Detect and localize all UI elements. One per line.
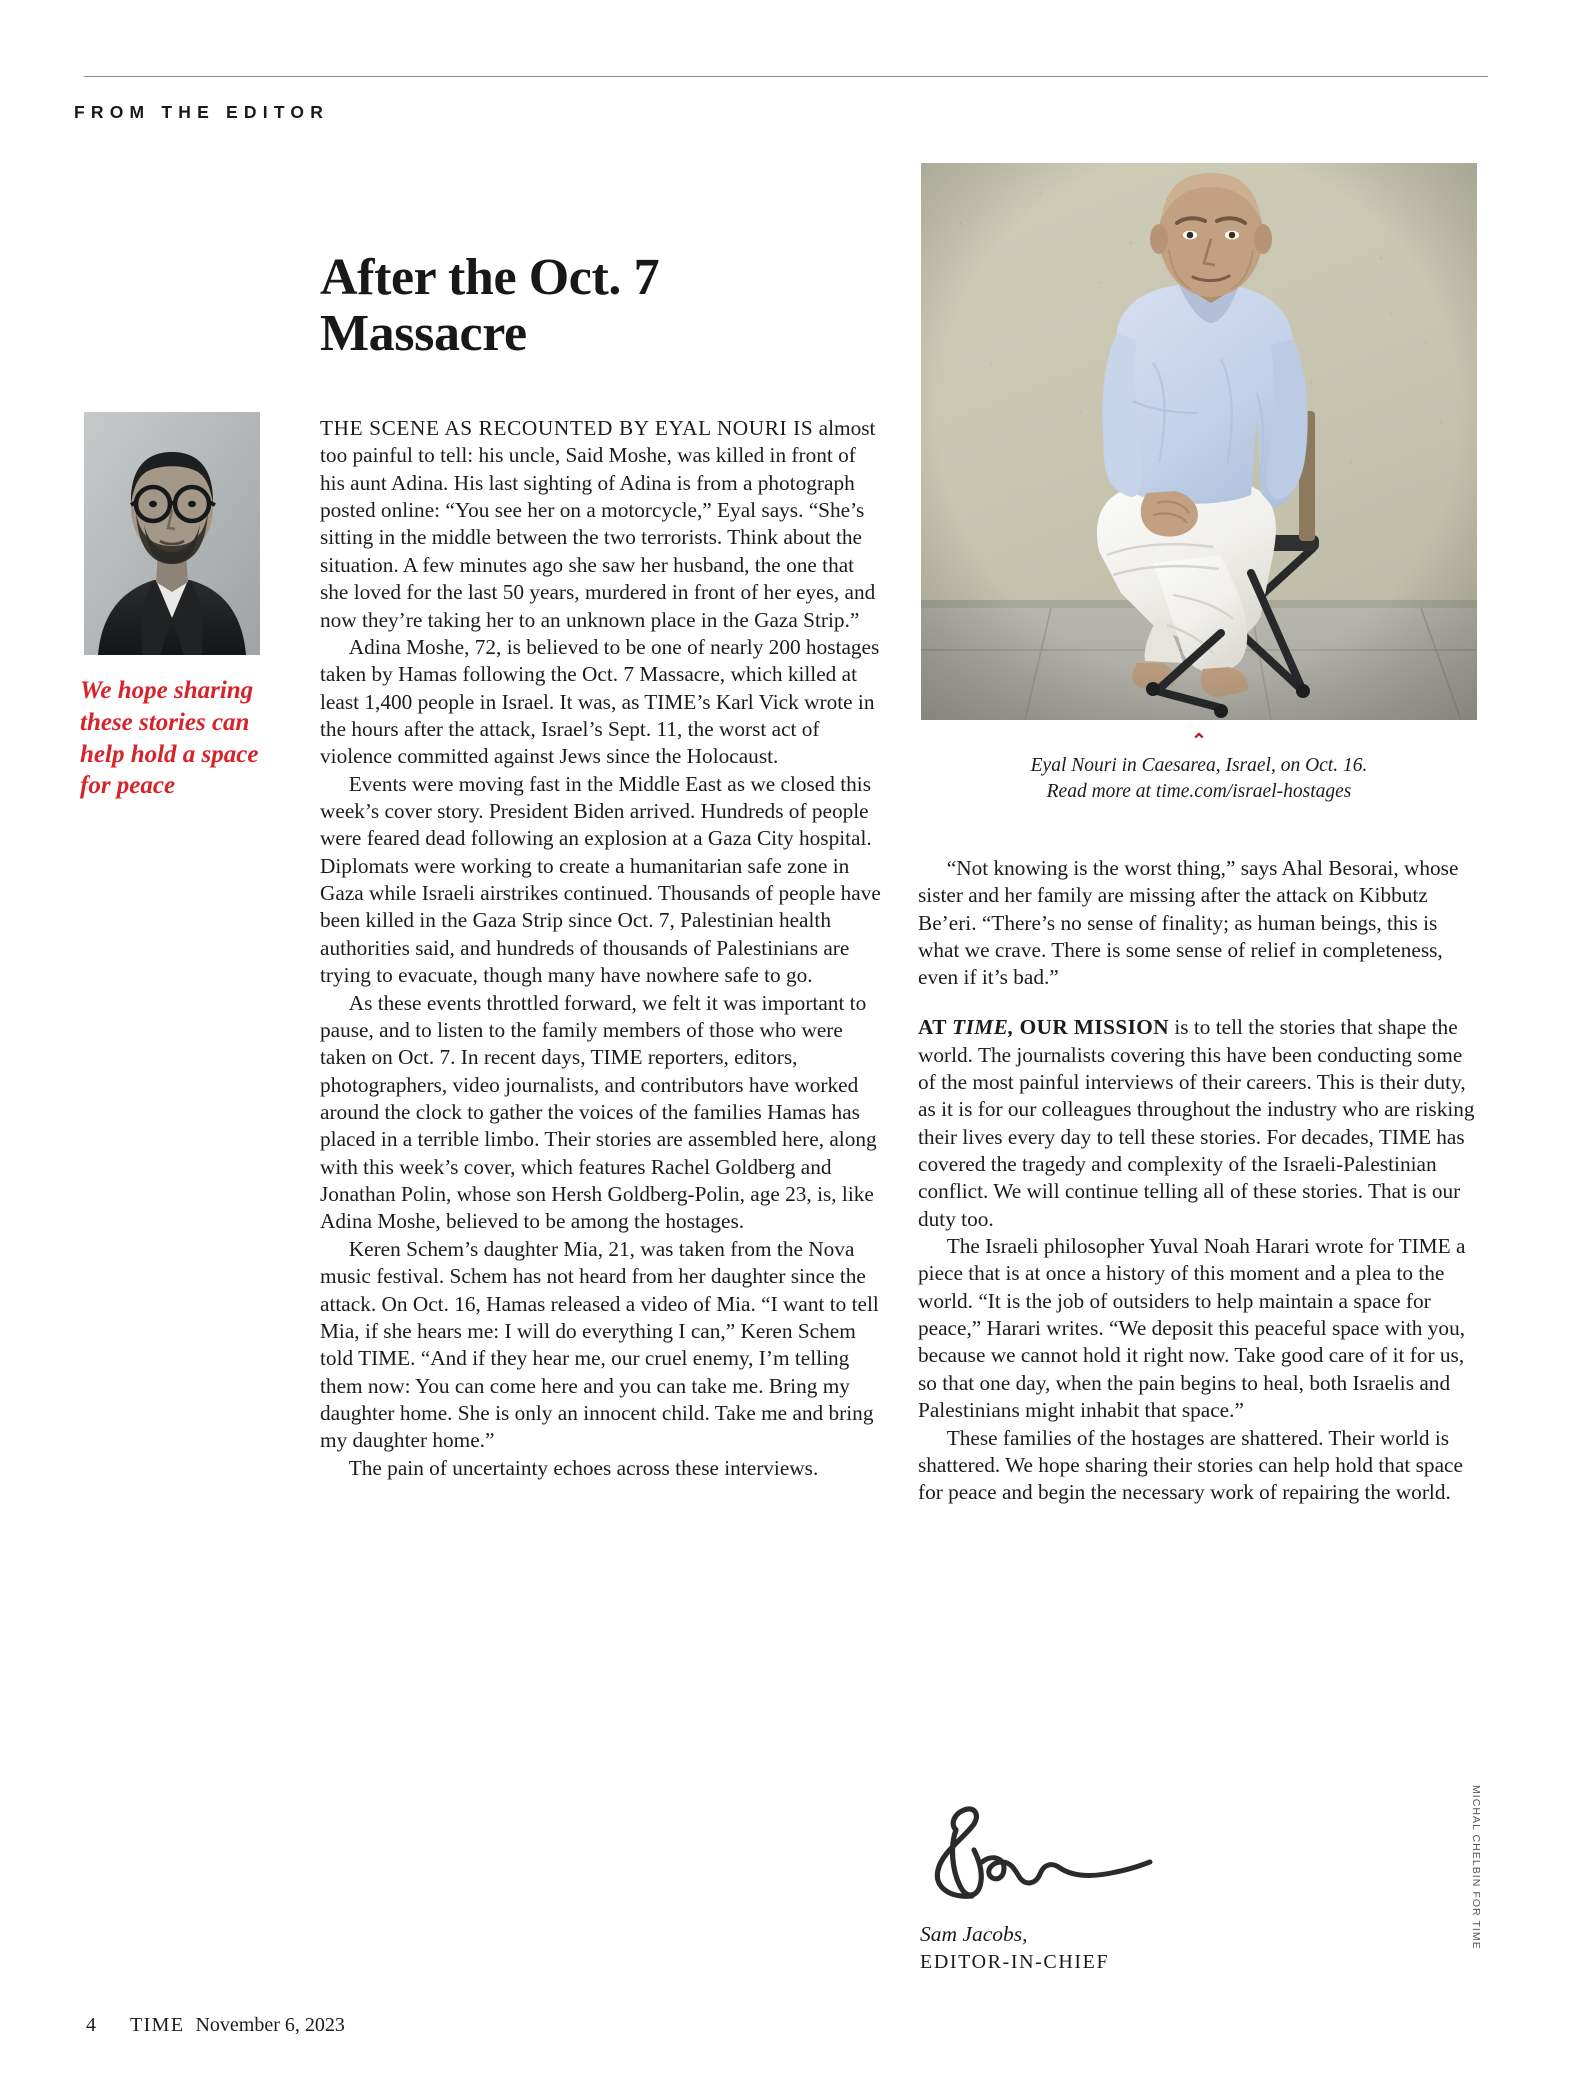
body-column-right	[918, 855, 1480, 1507]
editor-role: EDITOR-IN-CHIEF	[920, 1951, 1110, 1974]
page-footer	[86, 2014, 345, 2037]
mission-lead-brand: TIME,	[952, 1015, 1014, 1040]
signature-image	[920, 1800, 1210, 1910]
headline-line-1: After the Oct. 7	[320, 249, 660, 306]
paragraph-lead	[320, 415, 882, 634]
caption-line-2: Read more at time.com/israel-hostages	[1046, 780, 1352, 802]
magazine-brand: TIME	[130, 2014, 185, 2036]
paragraph-text: almost too painful to tell: his uncle, Said Moshe, was killed in front of his aunt Adina. His last sighting of Adina is from a photograph posted online: “You see her on a motorcycle,” Eyal says. “She’s sitting in the middle between the two terrorists. Think about the situation. A few minutes ago she saw her husband, the one that she loved for the last 50 years, murdered in front of her eyes, and now they’re taking her to an unknown place in the Gaza Strip.”	[320, 416, 876, 632]
signature-block	[920, 1920, 1320, 1976]
editor-name: Sam Jacobs,	[920, 1922, 1028, 1946]
pull-quote: We hope sharing these stories can help hold a space for peace	[80, 677, 259, 800]
paragraph: These families of the hostages are shattered. Their world is shattered. We hope sharing their stories can help hold that space for peace and begin the necessary work of repairing the world.	[918, 1425, 1463, 1505]
mission-lead-post: OUR MISSION	[1013, 1015, 1170, 1040]
headline-line-2: Massacre	[320, 304, 527, 362]
paragraph: Keren Schem’s daughter Mia, 21, was taken from the Nova music festival. Schem has not heard from her daughter since the attack. On Oct. 16, Hamas released a video of Mia. “I want to tell Mia, if she hears me: I will do everything I can,” Keren Schem told TIME. “And if they hear me, our cruel enemy, I’m telling them now: You can come here and you can take me. Bring my daughter home. She is only an innocent child. Take me and bring my daughter home.”	[320, 1236, 879, 1453]
issue-date: November 6, 2023	[195, 2014, 345, 2036]
body-column-left	[320, 415, 882, 1482]
page-title	[320, 250, 940, 361]
paragraph-mission	[918, 1014, 1480, 1233]
mission-lead-in	[918, 1015, 1169, 1039]
paragraph: As these events throttled forward, we felt it was important to pause, and to listen to the family members of those who were taken on Oct. 7. In recent days, TIME reporters, editors, photographers, video journalists, and contributors have worked around the clock to gather the voices of the families Hamas has placed in a terrible limbo. Their stories are assembled here, along with this week’s cover, which features Rachel Goldberg and Jonathan Polin, whose son Hersh Goldberg-Polin, age 23, is, like Adina Moshe, believed to be among the hostages.	[320, 990, 877, 1234]
paragraph: “Not knowing is the worst thing,” says Ahal Besorai, whose sister and her family are missing after the attack on Kibbutz Be’eri. “There’s no sense of finality; as human beings, this is what we crave. There is some sense of relief in completeness, even if it’s bad.”	[918, 856, 1459, 990]
author-portrait	[84, 412, 260, 655]
section-kicker: FROM THE EDITOR	[74, 102, 330, 122]
caption-line-1: Eyal Nouri in Caesarea, Israel, on Oct. 16.	[1030, 755, 1368, 776]
mission-lead-pre: AT	[918, 1015, 953, 1040]
main-photo-image	[921, 163, 1477, 720]
photo-caption	[918, 753, 1480, 805]
caption-caret-icon: ⌃	[1191, 731, 1207, 752]
author-portrait-image	[84, 412, 260, 655]
paragraph: The Israeli philosopher Yuval Noah Harari wrote for TIME a piece that is at once a history of this moment and a plea to the world. “It is the job of outsiders to help maintain a space for peace,” Harari writes. “We deposit this peaceful space with you, because we cannot hold it right now. Take good care of it for us, so that one day, when the pain begins to heal, both Israelis and Palestinians might inhabit that space.”	[918, 1234, 1466, 1423]
page-number: 4	[86, 2014, 96, 2036]
editor-signature	[920, 1800, 1210, 1910]
photo-credit: MICHAL CHELBIN FOR TIME	[1470, 1785, 1482, 1950]
paragraph: Events were moving fast in the Middle East as we closed this week’s cover story. President Biden arrived. Hundreds of people were feared dead following an explosion at a Gaza City hospital. Diplomats were working to create a humanitarian safe zone in Gaza while Israeli airstrikes continued. Thousands of people have been killed in the Gaza Strip since Oct. 7, Palestinian health authorities said, and hundreds of thousands of Palestinians are trying to evacuate, though many have nowhere safe to go.	[320, 771, 881, 988]
main-photo	[921, 163, 1477, 720]
paragraph: The pain of uncertainty echoes across these interviews.	[348, 1455, 819, 1480]
paragraph: Adina Moshe, 72, is believed to be one of nearly 200 hostages taken by Hamas following the Oct. 7 Massacre, which killed at least 1,400 people in Israel. It was, as TIME’s Karl Vick wrote in the hours after the attack, Israel’s Sept. 11, the worst act of violence committed against Jews since the Holocaust.	[320, 634, 880, 769]
lead-in-text: THE SCENE AS RECOUNTED BY EYAL NOURI IS	[320, 416, 814, 440]
paragraph-text: is to tell the stories that shape the world. The journalists covering this have been conducting some of the most painful interviews of their careers. This is their duty, as it is for our colleagues throughout the industry who are risking their lives every day to tell these stories. For decades, TIME has covered the tragedy and complexity of the Israeli-Palestinian conflict. We will continue telling all of these stories. That is our duty too.	[918, 1015, 1475, 1231]
header-rule	[84, 76, 1488, 77]
